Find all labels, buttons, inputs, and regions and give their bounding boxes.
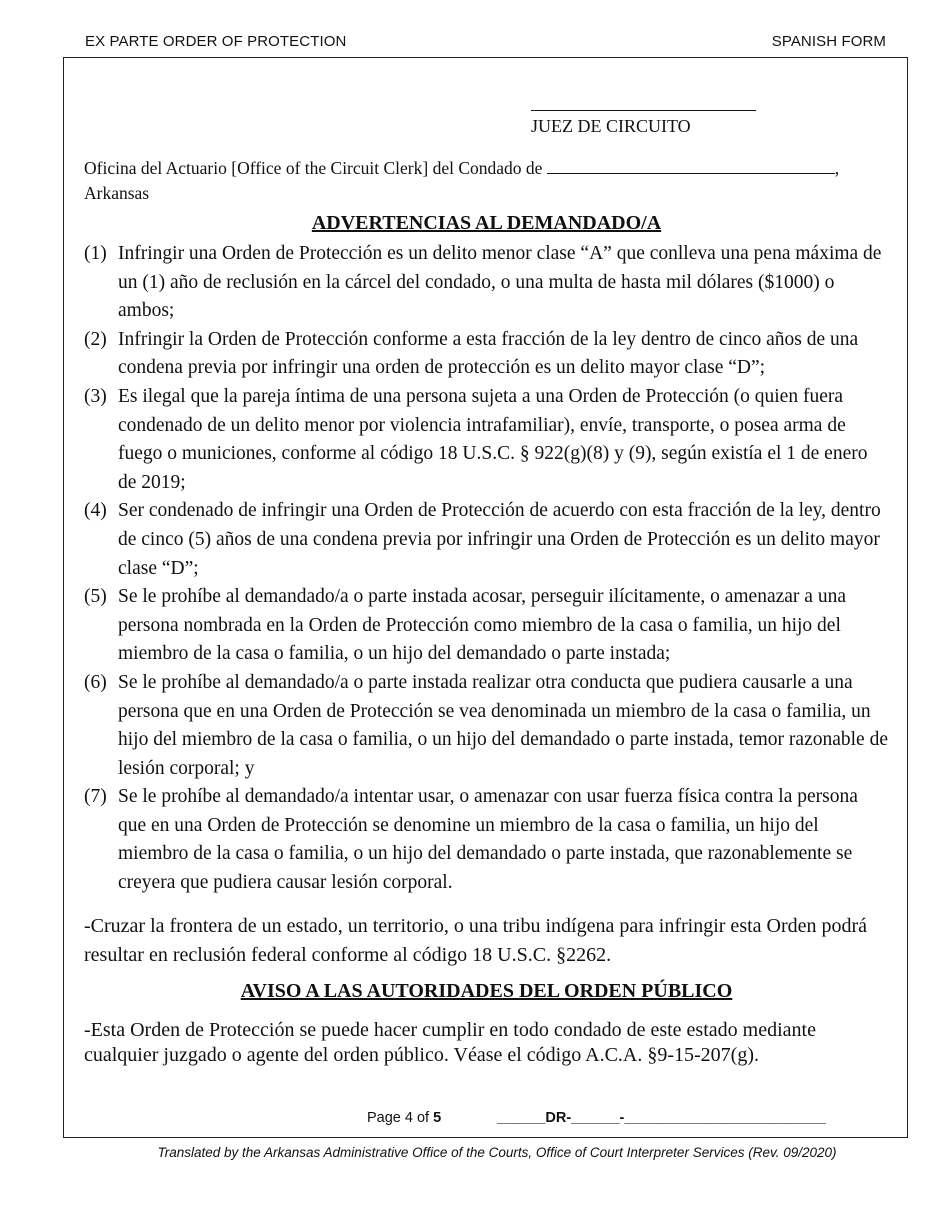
warning-text: Se le prohíbe al demandado/a o parte instada realizar otra conducta que pudiera causarle a una persona que en una Orden de Protección se vea denominada un miembro de la casa o familia, un hijo del miembro de la casa o familia, o un hijo del demandado o parte instada, temor razonable de lesión corporal; y [118, 671, 888, 779]
warning-text: Se le prohíbe al demandado/a o parte instada acosar, perseguir ilícitamente, o amenazar a una persona nombrada en la Orden de Protección como miembro de la casa o familia, un hijo del miembro de la casa o familia, o un hijo del demandado o parte instada; [118, 586, 846, 665]
judge-signature-label: JUEZ DE CIRCUITO [531, 116, 691, 136]
warning-item [84, 383, 889, 497]
warning-number: (1) [84, 243, 107, 264]
warning-number: (5) [84, 586, 107, 608]
warning-number: (3) [84, 385, 107, 407]
page-indicator [367, 1110, 441, 1126]
page-prefix: Page 4 of [367, 1110, 434, 1126]
warning-text: Es ilegal que la pareja íntima de una persona sujeta a una Orden de Protección (o quien fuera condenado de un delito menor por violencia intrafamiliar), envíe, transporte, o posea arma de fuego o municiones, conforme al código 18 U.S.C. § 922(g)(8) y (9), según existía el 1 de enero de 2019; [118, 385, 868, 493]
case-number-field[interactable]: ______DR-______-_________________________ [497, 1110, 826, 1126]
header-form-language: SPANISH FORM [771, 33, 886, 50]
warning-item [84, 583, 889, 669]
warning-number: (4) [84, 500, 107, 522]
warning-item [84, 669, 889, 783]
header-form-title: EX PARTE ORDER OF PROTECTION [85, 33, 347, 50]
form-frame [63, 57, 908, 1138]
warning-number: (7) [84, 786, 107, 808]
county-blank-field[interactable] [547, 159, 835, 174]
page-total: 5 [433, 1110, 442, 1126]
clerk-office-state: Arkansas [84, 183, 150, 203]
clerk-office-suffix: , [834, 158, 840, 178]
translation-credit-text: Translated by the Arkansas Administrative Office of the Courts, Office of Court Interpreter Services (Rev. 09/2020) [157, 1145, 837, 1160]
clerk-office-line [84, 156, 884, 206]
warning-item [84, 497, 889, 583]
warning-number: (6) [84, 671, 107, 693]
warning-text: Se le prohíbe al demandado/a intentar usar, o amenazar con usar fuerza física contra la persona que en una Orden de Protección se denomine un miembro de la casa o familia, un hijo del miembro de la casa o familia, o un hijo del demandado o parte instada, que razonablemente se creyera que pudiera causar lesión corporal. [118, 786, 858, 894]
law-enforcement-notice-text: -Esta Orden de Protección se puede hacer cumplir en todo condado de este estado mediante cualquier juzgado o agente del orden público. Véase el código A.C.A. §9-15-207(g). [84, 1019, 816, 1066]
warning-text: Infringir una Orden de Protección es un delito menor clase “A” que conlleva una pena máxima de un (1) año de reclusión en la cárcel del condado, o una multa de hasta mil dólares ($1000) o ambos; [118, 243, 882, 322]
warnings-title: ADVERTENCIAS AL DEMANDADO/A [311, 212, 662, 234]
warning-item [84, 326, 889, 383]
clerk-office-prefix: Oficina del Actuario [Office of the Circuit Clerk] del Condado de [84, 158, 543, 178]
warning-number: (2) [84, 328, 107, 350]
translation-credit [0, 1145, 950, 1160]
warning-text: Infringir la Orden de Protección conforme a esta fracción de la ley dentro de cinco años de una condena previa por infringir una orden de protección es un delito mayor clase “D”; [118, 328, 859, 379]
warning-item [84, 240, 889, 326]
border-crossing-note: -Cruzar la frontera de un estado, un territorio, o una tribu indígena para infringir esta Orden podrá resultar en reclusión federal conforme al código 18 U.S.C. §2262. [84, 915, 868, 966]
warnings-list [84, 240, 889, 898]
law-enforcement-notice-title: AVISO A LAS AUTORIDADES DEL ORDEN PÚBLICO [240, 980, 733, 1002]
judge-signature-line [531, 110, 756, 111]
warning-text: Ser condenado de infringir una Orden de Protección de acuerdo con esta fracción de la ley, dentro de cinco (5) años de una condena previa por infringir una Orden de Protección es un delito mayor clase “D”; [118, 500, 881, 579]
warning-item [84, 783, 889, 897]
